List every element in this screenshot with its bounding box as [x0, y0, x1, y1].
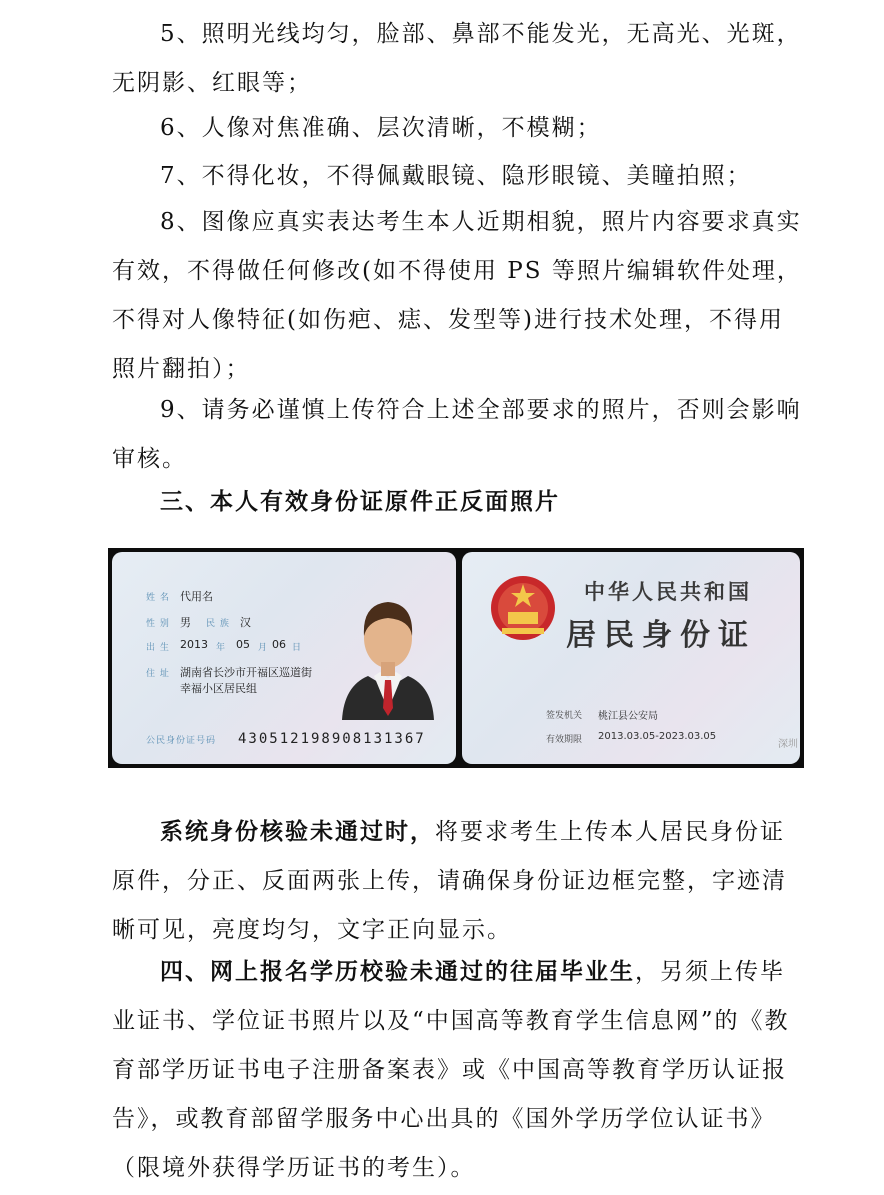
- requirement-5: 5、照明光线均匀，脸部、鼻部不能发光，无高光、光斑，无阴影、红眼等；: [112, 21, 802, 96]
- birth-month-unit: 月: [258, 643, 269, 653]
- id-card-photos: [108, 548, 804, 768]
- requirement-7: 7、不得化妆，不得佩戴眼镜、隐形眼镜、美瞳拍照；: [160, 163, 752, 189]
- note-bold: 系统身份核验未通过时，: [160, 819, 435, 845]
- watermark: 深圳: [778, 739, 798, 750]
- ethnic-value: 汉: [240, 616, 251, 629]
- section-4-heading: 四、网上报名学历校验未通过的往届毕业生: [160, 959, 635, 985]
- section-4: [112, 948, 802, 1193]
- gender-label: 性 别: [146, 619, 170, 629]
- portrait-silhouette: [338, 590, 438, 720]
- requirement-6: 6、人像对焦准确、层次清晰，不模糊；: [160, 115, 602, 141]
- id-card-front: [112, 552, 456, 764]
- id-number-label: 公民身份证号码: [146, 736, 217, 746]
- gender-value: 男: [180, 616, 191, 629]
- validity-value: 2013.03.05-2023.03.05: [598, 731, 717, 742]
- id-card-back: [462, 552, 800, 764]
- address-line-2: 幸福小区居民组: [180, 682, 257, 695]
- address-label: 住 址: [146, 669, 170, 679]
- address-line-1: 湖南省长沙市开福区巡道街: [180, 666, 312, 679]
- section-3-heading: 三、本人有效身份证原件正反面照片: [160, 489, 560, 515]
- authority-label: 签发机关: [546, 711, 583, 721]
- note-text: 将要求考生上传本人居民身份证原件，分正、反面两张上传，请确保身份证边框完整，字迹清晰可见，亮度均匀，文字正向显示。: [112, 819, 787, 943]
- card-title-country: 中华人民共和国: [584, 579, 752, 604]
- birth-day: 06: [272, 638, 286, 651]
- birth-year-unit: 年: [216, 643, 227, 653]
- birth-label: 出 生: [146, 643, 170, 653]
- name-label: 姓 名: [146, 593, 170, 603]
- requirement-8: 8、图像应真实表达考生本人近期相貌，照片内容要求真实有效，不得做任何修改(如不得使用 PS 等照片编辑软件处理，不得对人像特征(如伤疤、痣、发型等)进行技术处理，不得用照片翻拍）；: [112, 209, 802, 382]
- national-emblem-icon: [488, 572, 558, 646]
- birth-year: 2013: [180, 638, 208, 651]
- validity-label: 有效期限: [546, 735, 583, 745]
- id-number-value: 430512198908131367: [238, 731, 426, 747]
- authority-value: 桃江县公安局: [598, 711, 658, 722]
- name-value: 代用名: [180, 590, 213, 603]
- birth-month: 05: [236, 638, 250, 651]
- id-verification-note: [112, 808, 802, 955]
- ethnic-label: 民 族: [206, 619, 230, 629]
- section-4-text: ，另须上传毕业证书、学位证书照片以及“中国高等教育学生信息网”的《教育部学历证书电子注册备案表》或《中国高等教育学历认证报告》，或教育部留学服务中心出具的《国外学历学位认证书》（限境外获得学历证书的考生）。: [112, 959, 790, 1181]
- birth-day-unit: 日: [292, 643, 303, 653]
- card-title-resident-id: 居民身份证: [566, 618, 756, 653]
- requirement-9: 9、请务必谨慎上传符合上述全部要求的照片，否则会影响审核。: [112, 397, 802, 472]
